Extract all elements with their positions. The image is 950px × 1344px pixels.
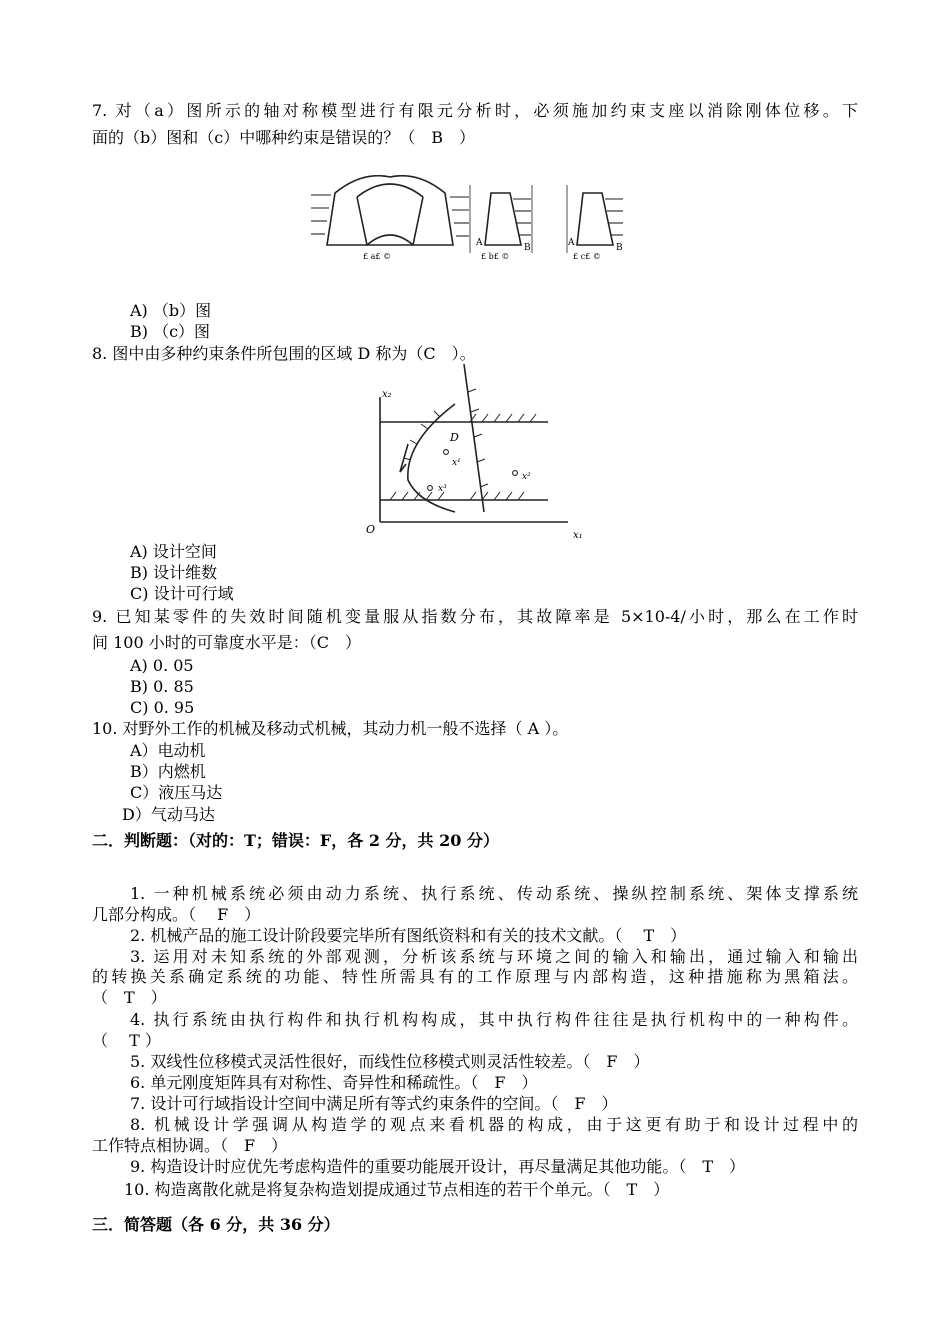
- tf-item-6: 6. 单元刚度矩阵具有对称性、奇异性和稀疏性。（ F ）: [130, 1073, 538, 1092]
- q9-line-2: 间 100 小时的可靠度水平是：（C ）: [92, 633, 361, 652]
- tf-item-5: 5. 双线性位移模式灵活性很好，而线性位移模式则灵活性较差。（ F ）: [130, 1052, 650, 1071]
- q8-figure: [360, 362, 600, 542]
- q10-option-a: A）电动机: [130, 741, 206, 760]
- fig-c-caption: £ c£ ©: [573, 252, 601, 261]
- q10-option-d: D）气动马达: [122, 805, 215, 824]
- tf-item-8-line-1: 8. 机械设计学强调从构造学的观点来看机器的构成，由于这更有助于和设计过程中的: [130, 1115, 858, 1134]
- tf-item-4-line-1: 4. 执行系统由执行构件和执行机构构成，其中执行构件往往是执行机构中的一种构件。: [130, 1010, 858, 1029]
- section-3-title: 三．简答题（各 6 分，共 36 分）: [92, 1215, 340, 1234]
- q9-option-a: A) 0. 05: [130, 656, 194, 675]
- q10-option-c: C）液压马达: [130, 783, 223, 802]
- tf-item-1-line-1: 1. 一种机械系统必须由动力系统、执行系统、传动系统、操纵控制系统、架体支撑系统: [130, 884, 858, 903]
- point-x1-label: x¹: [452, 458, 461, 468]
- q10-line-1: 10. 对野外工作的机械及移动式机械，其动力机一般不选择（ A ）。: [92, 719, 569, 738]
- point-x2-label: x²: [522, 472, 531, 482]
- tf-item-3-line-1: 3. 运用对未知系统的外部观测，分析该系统与环境之间的输入和输出，通过输入和输出: [130, 947, 858, 966]
- fig-b-caption: £ b£ ©: [481, 252, 510, 261]
- origin-label: O: [366, 523, 376, 536]
- tf-item-2: 2. 机械产品的施工设计阶段要完毕所有图纸资料和有关的技术文献。（ T ）: [130, 926, 687, 945]
- fig-b-label-b: B: [524, 243, 531, 253]
- q8-option-a: A) 设计空间: [130, 542, 217, 561]
- x2-axis-label: x₂: [382, 389, 392, 400]
- tf-item-8-line-2: 工作特点相协调。（ F ）: [92, 1136, 288, 1155]
- section-2-title: 二．判断题：（对的：T；错误：F，各 2 分，共 20 分）: [92, 831, 499, 850]
- tf-item-10: 10. 构造离散化就是将复杂构造划提成通过节点相连的若干个单元。（ T ）: [124, 1180, 670, 1199]
- tf-item-1-line-2: 几部分构成。（ F ）: [92, 905, 261, 924]
- q8-option-c: C) 设计可行域: [130, 584, 234, 603]
- tf-item-4-line-2: （ T ）: [92, 1031, 161, 1050]
- q7-line-1: 7. 对（a）图所示的轴对称模型进行有限元分析时，必须施加约束支座以消除刚体位移。下: [92, 101, 858, 120]
- q7-option-a: A) （b）图: [130, 301, 212, 320]
- x1-axis-label: x₁: [573, 530, 583, 541]
- point-x3-label: x³: [438, 484, 447, 494]
- q7-line-2: 面的（b）图和（c）中哪种约束是错误的？（ B ）: [92, 128, 475, 147]
- q7-figure: [305, 175, 645, 265]
- region-d-label: D: [450, 431, 459, 444]
- q9-option-b: B) 0. 85: [130, 677, 194, 696]
- fig-c-label-b: B: [616, 243, 623, 253]
- q7-option-b: B) （c）图: [130, 322, 211, 341]
- tf-item-3-line-3: （ T ）: [92, 988, 167, 1007]
- q8-option-b: B) 设计维数: [130, 563, 218, 582]
- fig-b-label-a: A: [476, 238, 483, 248]
- q9-option-c: C) 0. 95: [130, 698, 195, 717]
- tf-item-7: 7. 设计可行域指设计空间中满足所有等式约束条件的空间。（ F ）: [130, 1094, 618, 1113]
- q9-line-1: 9. 已知某零件的失效时间随机变量服从指数分布，其故障率是 5×10-4/小时，那么在工作时: [92, 607, 858, 626]
- fig-a-caption: £ a£ ©: [363, 252, 392, 261]
- q10-option-b: B）内燃机: [130, 762, 206, 781]
- tf-item-3-line-2: 的转换关系确定系统的功能、特性所需具有的工作原理与内部构造，这种措施称为黑箱法。: [92, 967, 858, 986]
- fig-c-label-a: A: [568, 238, 575, 248]
- tf-item-9: 9. 构造设计时应优先考虑构造件的重要功能展开设计，再尽量满足其他功能。（ T ）: [130, 1157, 746, 1176]
- q8-line-1: 8. 图中由多种约束条件所包围的区域 D 称为（C ）。: [92, 344, 476, 363]
